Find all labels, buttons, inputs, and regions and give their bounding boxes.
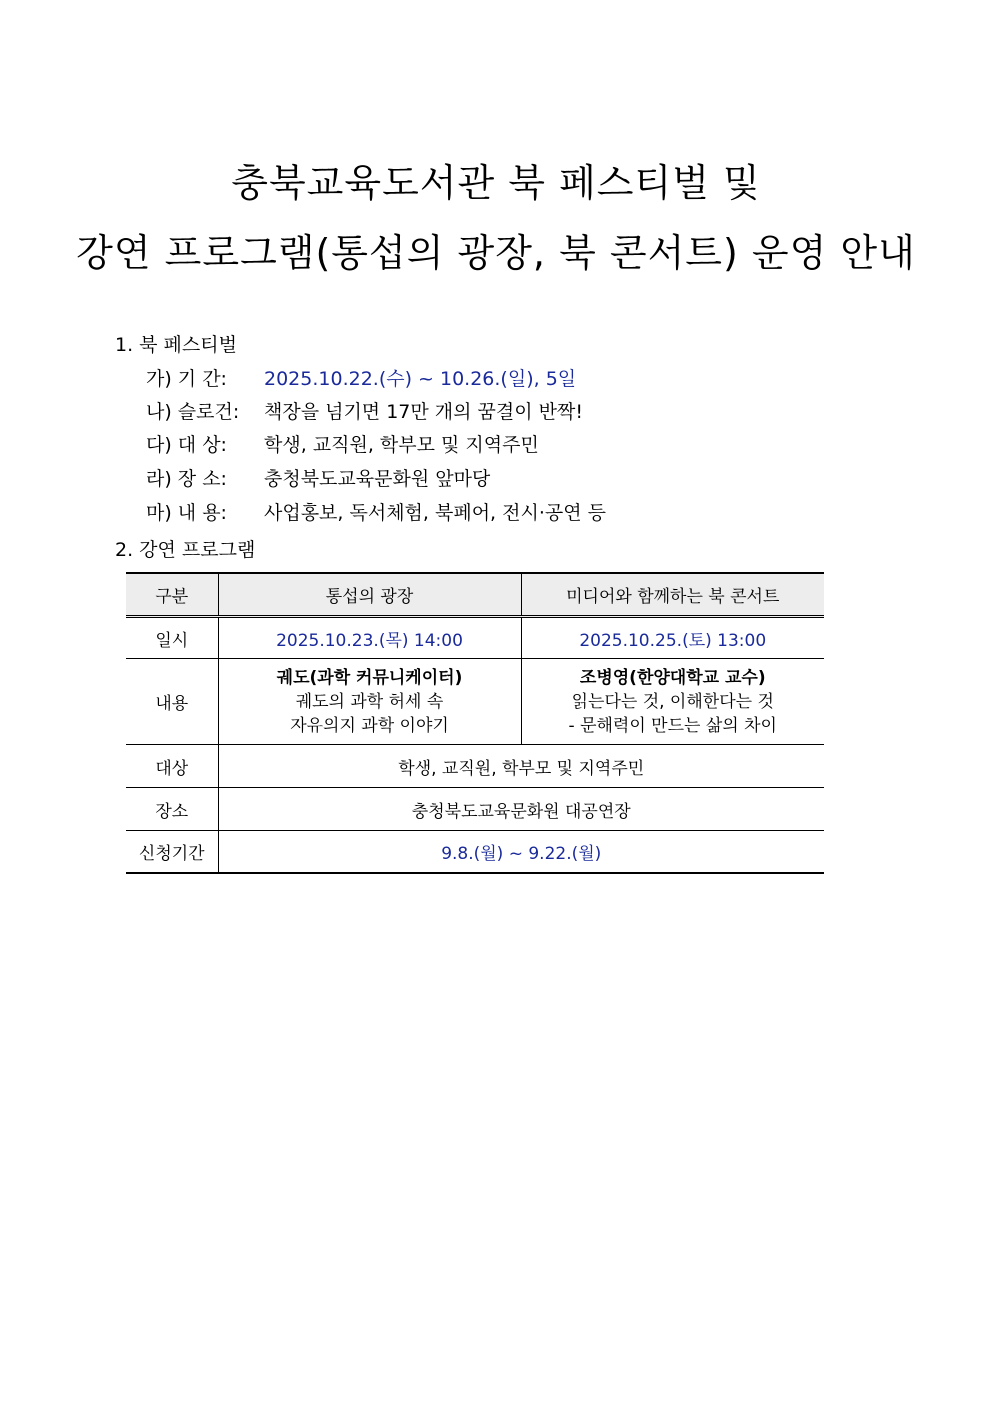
item-label: 가) 기 간: [146,368,227,390]
place-value: 충청북도교육문화원 대공연장 [218,788,824,831]
item-value: 학생, 교직원, 학부모 및 지역주민 [264,434,539,456]
lecture-title-line: - 문해력이 만드는 삶의 차이 [568,715,777,736]
section-heading-book-festival: 1. 북 페스티벌 [115,334,237,356]
date-program-1: 2025.10.23.(목) 14:00 [218,617,521,659]
speaker-name: 조병영(한양대학교 교수) [579,667,766,688]
festival-item-slogan [146,399,583,425]
table-row-place [126,788,824,831]
row-label: 대상 [126,745,218,788]
header-program-2: 미디어와 함께하는 북 콘서트 [521,573,824,617]
lecture-title-line: 자유의지 과학 이야기 [290,715,449,736]
table-row-content [126,659,824,745]
apply-period-value: 9.8.(월) ~ 9.22.(월) [218,831,824,873]
speaker-name: 궤도(과학 커뮤니케이터) [276,667,463,688]
document-title-line-2: 강연 프로그램(통섭의 광장, 북 콘서트) 운영 안내 [76,231,916,275]
row-label: 내용 [126,659,218,745]
item-label: 다) 대 상: [146,434,227,456]
date-program-2: 2025.10.25.(토) 13:00 [521,617,824,659]
content-program-1 [218,659,521,745]
lecture-title-line: 읽는다는 것, 이해한다는 것 [571,691,774,712]
item-value: 책장을 넘기면 17만 개의 꿈결이 반짝! [264,401,583,423]
content-program-2 [521,659,824,745]
festival-item-content [146,500,606,526]
festival-item-place [146,466,490,492]
item-label: 나) 슬로건: [146,401,240,423]
table-row-date [126,617,824,659]
lecture-program-table [126,572,824,874]
item-label: 라) 장 소: [146,468,227,490]
table-header-row [126,573,824,617]
document-title-line-1: 충북교육도서관 북 페스티벌 및 [231,161,761,205]
item-value: 2025.10.22.(수) ~ 10.26.(일), 5일 [264,368,577,390]
item-value: 사업홍보, 독서체험, 북페어, 전시·공연 등 [264,502,606,524]
target-value: 학생, 교직원, 학부모 및 지역주민 [218,745,824,788]
section-heading-lecture-program: 2. 강연 프로그램 [115,539,256,561]
table-row-target [126,745,824,788]
row-label: 장소 [126,788,218,831]
header-program-1: 통섭의 광장 [218,573,521,617]
header-category: 구분 [126,573,218,617]
item-value: 충청북도교육문화원 앞마당 [264,468,491,490]
festival-item-period [146,366,576,392]
festival-item-target [146,432,539,458]
item-label: 마) 내 용: [146,502,227,524]
row-label: 신청기간 [126,831,218,873]
table-row-apply-period [126,831,824,873]
lecture-title-line: 궤도의 과학 허세 속 [295,691,444,712]
row-label: 일시 [126,617,218,659]
